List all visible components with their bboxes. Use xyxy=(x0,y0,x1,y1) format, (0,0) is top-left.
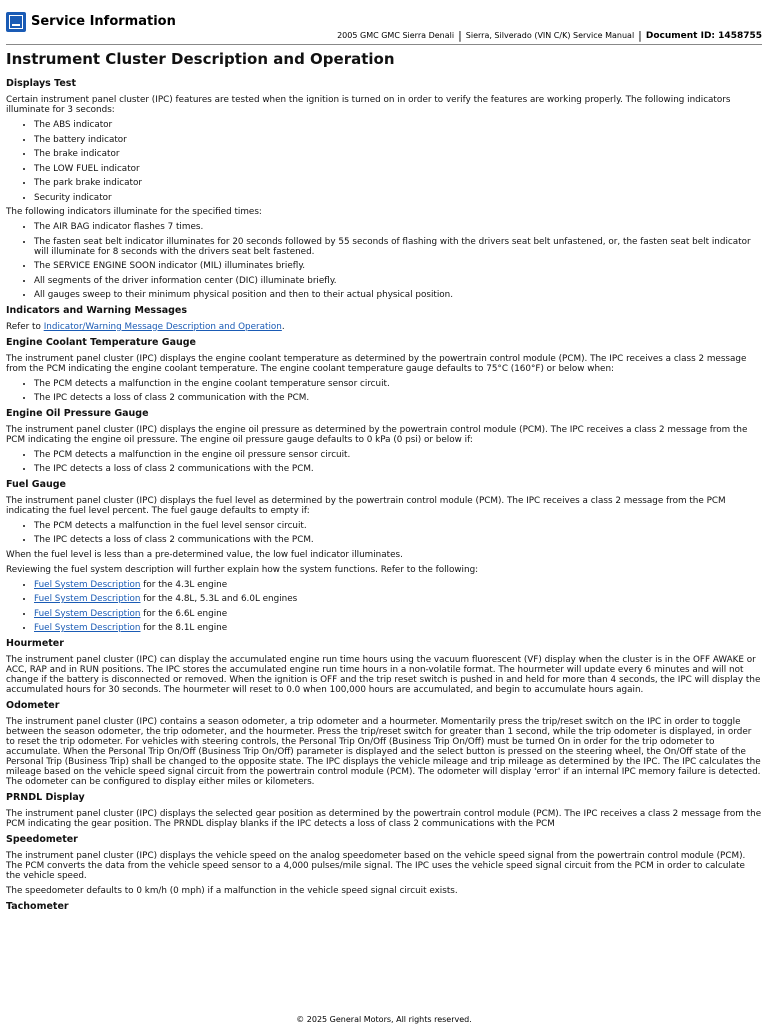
list-item: • The IPC detects a loss of class 2 communication with the PCM. xyxy=(34,393,762,403)
list-item: • All segments of the driver information center (DIC) illuminate briefly. xyxy=(34,276,762,286)
list-item: • The PCM detects a malfunction in the engine coolant temperature sensor circuit. xyxy=(34,379,762,389)
document-id: Document ID: 1458755 xyxy=(645,31,762,41)
fuel-system-link[interactable]: Fuel System Description xyxy=(34,608,141,619)
list-item xyxy=(34,594,762,604)
paragraph: The instrument panel cluster (IPC) displays the selected gear position as determined by the powertrain control module (PCM). The IPC receives a class 2 message from the PCM indicating the gear position. The PRNDL display blanks if the IPC detects a loss of class 2 communications with the PCM xyxy=(6,808,762,829)
bullet-list xyxy=(6,379,762,404)
link-suffix: for the 4.3L engine xyxy=(140,579,228,590)
list-item: • The SERVICE ENGINE SOON indicator (MIL) illuminates briefly. xyxy=(34,261,762,271)
list-item: • The PCM detects a malfunction in the fuel level sensor circuit. xyxy=(34,521,762,531)
fuel-system-link[interactable]: Fuel System Description xyxy=(34,579,141,590)
vehicle-label: 2005 GMC GMC Sierra Denali xyxy=(337,31,455,40)
section-heading: Odometer xyxy=(6,699,60,711)
section-heading: Hourmeter xyxy=(6,637,64,649)
paragraph: The instrument panel cluster (IPC) displays the vehicle speed on the analog speedometer based on the vehicle speed signal from the powertrain control module (PCM). The PCM converts the data from the vehicle speed sensor to a 4,000 pulses/mile signal. The IPC uses the vehicle speed signal circuit from the PCM in order to calculate the vehicle speed. xyxy=(6,850,746,881)
paragraph: The speedometer defaults to 0 km/h (0 mph) if a malfunction in the vehicle speed signal circuit exists. xyxy=(6,885,458,896)
document-meta xyxy=(337,29,762,42)
section-heading: Fuel Gauge xyxy=(6,478,67,490)
link-suffix: for the 4.8L, 5.3L and 6.0L engines xyxy=(140,594,298,604)
list-item: • The LOW FUEL indicator xyxy=(34,164,762,174)
list-item xyxy=(34,580,762,590)
section-heading: Tachometer xyxy=(6,900,69,912)
list-item: • Security indicator xyxy=(34,193,762,203)
bullet-list xyxy=(6,120,762,203)
brand-title: Service Information xyxy=(31,14,176,29)
section-heading: Engine Coolant Temperature Gauge xyxy=(6,336,196,348)
bullet-list xyxy=(6,222,762,300)
section-heading: PRNDL Display xyxy=(6,791,85,803)
paragraph: The instrument panel cluster (IPC) displays the fuel level as determined by the powertrain control module (PCM). The IPC receives a class 2 message from the PCM indicating the fuel level percent. The fuel gauge defaults to empty if: xyxy=(6,495,726,516)
link-suffix: for the 8.1L engine xyxy=(140,623,228,633)
fuel-system-link[interactable]: Fuel System Description xyxy=(34,623,141,633)
separator: | xyxy=(458,29,462,42)
page-title: Instrument Cluster Description and Operation xyxy=(6,50,395,68)
paragraph: The following indicators illuminate for the specified times: xyxy=(6,207,262,217)
manual-label: Sierra, Silverado (VIN C/K) Service Manual xyxy=(465,31,635,40)
section-heading: Displays Test xyxy=(6,78,76,89)
list-item: • The park brake indicator xyxy=(34,178,762,188)
list-item: • All gauges sweep to their minimum physical position and then to their actual physical position. xyxy=(34,290,762,300)
fuel-system-link[interactable]: Fuel System Description xyxy=(34,594,141,604)
list-item xyxy=(34,623,762,633)
list-item: • The PCM detects a malfunction in the engine oil pressure sensor circuit. xyxy=(34,450,762,460)
paragraph: The instrument panel cluster (IPC) can display the accumulated engine run time hours using the vacuum fluorescent (VF) display when the cluster is in the OFF AWAKE or ACC, RAP and in RUN positions. The IPC stores the accumulated engine run time hours in a non-volatile format. The hourmeter will update every 6 minutes and will not change if the battery is disconnected or removed. When the ignition is OFF and the trip reset switch is pushed in and held for more than 4 seconds, the IPC will display the accumulated hours for 30 seconds. The hourmeter will reset to 0.0 when 100,000 hours are accumulated, and begin to accumulate hours again. xyxy=(6,654,761,695)
paragraph: Reviewing the fuel system description will further explain how the system functions. Refer to the following: xyxy=(6,564,479,575)
bullet-list xyxy=(6,580,762,634)
copyright-footer: © 2025 General Motors, All rights reserved. xyxy=(296,1015,472,1024)
indicator-warning-link[interactable]: Indicator/Warning Message Description and Operation xyxy=(43,321,282,332)
header-divider xyxy=(6,44,762,45)
paragraph: Certain instrument panel cluster (IPC) features are tested when the ignition is turned on in order to verify the features are working properly. The following indicators illuminate for 3 seconds: xyxy=(6,95,731,115)
section-heading: Engine Oil Pressure Gauge xyxy=(6,407,149,419)
bullet-list xyxy=(6,521,762,546)
paragraph: When the fuel level is less than a pre-determined value, the low fuel indicator illuminates. xyxy=(6,549,403,560)
document-body xyxy=(6,48,762,918)
paragraph: The instrument panel cluster (IPC) contains a season odometer, a trip odometer and a hourmeter. Momentarily press the trip/reset switch on the IPC in order to toggle between the season odometer, the trip odometer, and the hourmeter. Press the trip/reset switch for greater than 1 second, while the trip odometer is displayed, in order to reset the trip odometer. For vehicles with steering controls, the Personal Trip On/Off (Business Trip On/Off) must be turned On in order for the trip odometer to accumulate. When the Personal Trip On/Off (Business Trip On/Off) parameter is displayed and the select button is pressed on the steering wheel, the On/Off state of the Personal Trip (Business Trip) shall be changed to the opposite state. The IPC displays the vehicle mileage and trip mileage as determined by the IPC. The IPC calculates the mileage based on the vehicle speed signal circuit from the powertrain control module (PCM). The odometer will display 'error' if an internal IPC memory failure is detected. The odometer can be configured to display either miles or kilometers. xyxy=(6,716,761,787)
list-item xyxy=(34,609,762,619)
list-item: • The brake indicator xyxy=(34,149,762,159)
list-item: • The IPC detects a loss of class 2 communications with the PCM. xyxy=(34,464,762,474)
bullet-list xyxy=(6,450,762,475)
separator: | xyxy=(638,29,642,42)
section-heading: Speedometer xyxy=(6,833,78,845)
section-heading: Indicators and Warning Messages xyxy=(6,304,188,316)
list-item: • The AIR BAG indicator flashes 7 times. xyxy=(34,222,762,232)
refer-suffix: . xyxy=(281,321,285,332)
refer-prefix: Refer to xyxy=(6,321,44,332)
list-item: • The IPC detects a loss of class 2 communications with the PCM. xyxy=(34,535,762,545)
list-item: • The battery indicator xyxy=(34,135,762,145)
gm-logo-icon xyxy=(6,12,26,32)
paragraph: The instrument panel cluster (IPC) displays the engine oil pressure as determined by the powertrain control module (PCM). The IPC receives a class 2 message from the PCM indicating the engine oil pressure. The engine oil pressure gauge defaults to 0 kPa (0 psi) or below if: xyxy=(6,424,748,445)
list-item: • The ABS indicator xyxy=(34,120,762,130)
paragraph: The instrument panel cluster (IPC) displays the engine coolant temperature as determined by the powertrain control module (PCM). The IPC receives a class 2 message from the PCM indicating the engine coolant temperature. The engine coolant temperature gauge defaults to 75°C (160°F) or below when: xyxy=(6,353,747,374)
link-suffix: for the 6.6L engine xyxy=(140,608,228,619)
list-item: • The fasten seat belt indicator illuminates for 20 seconds followed by 55 seconds of flashing with the drivers seat belt unfastened, or, the fasten seat belt indicator will illuminate for 8 seconds with the drivers seat belt fastened. xyxy=(34,237,762,257)
paragraph xyxy=(6,322,762,332)
page-header xyxy=(6,8,762,42)
